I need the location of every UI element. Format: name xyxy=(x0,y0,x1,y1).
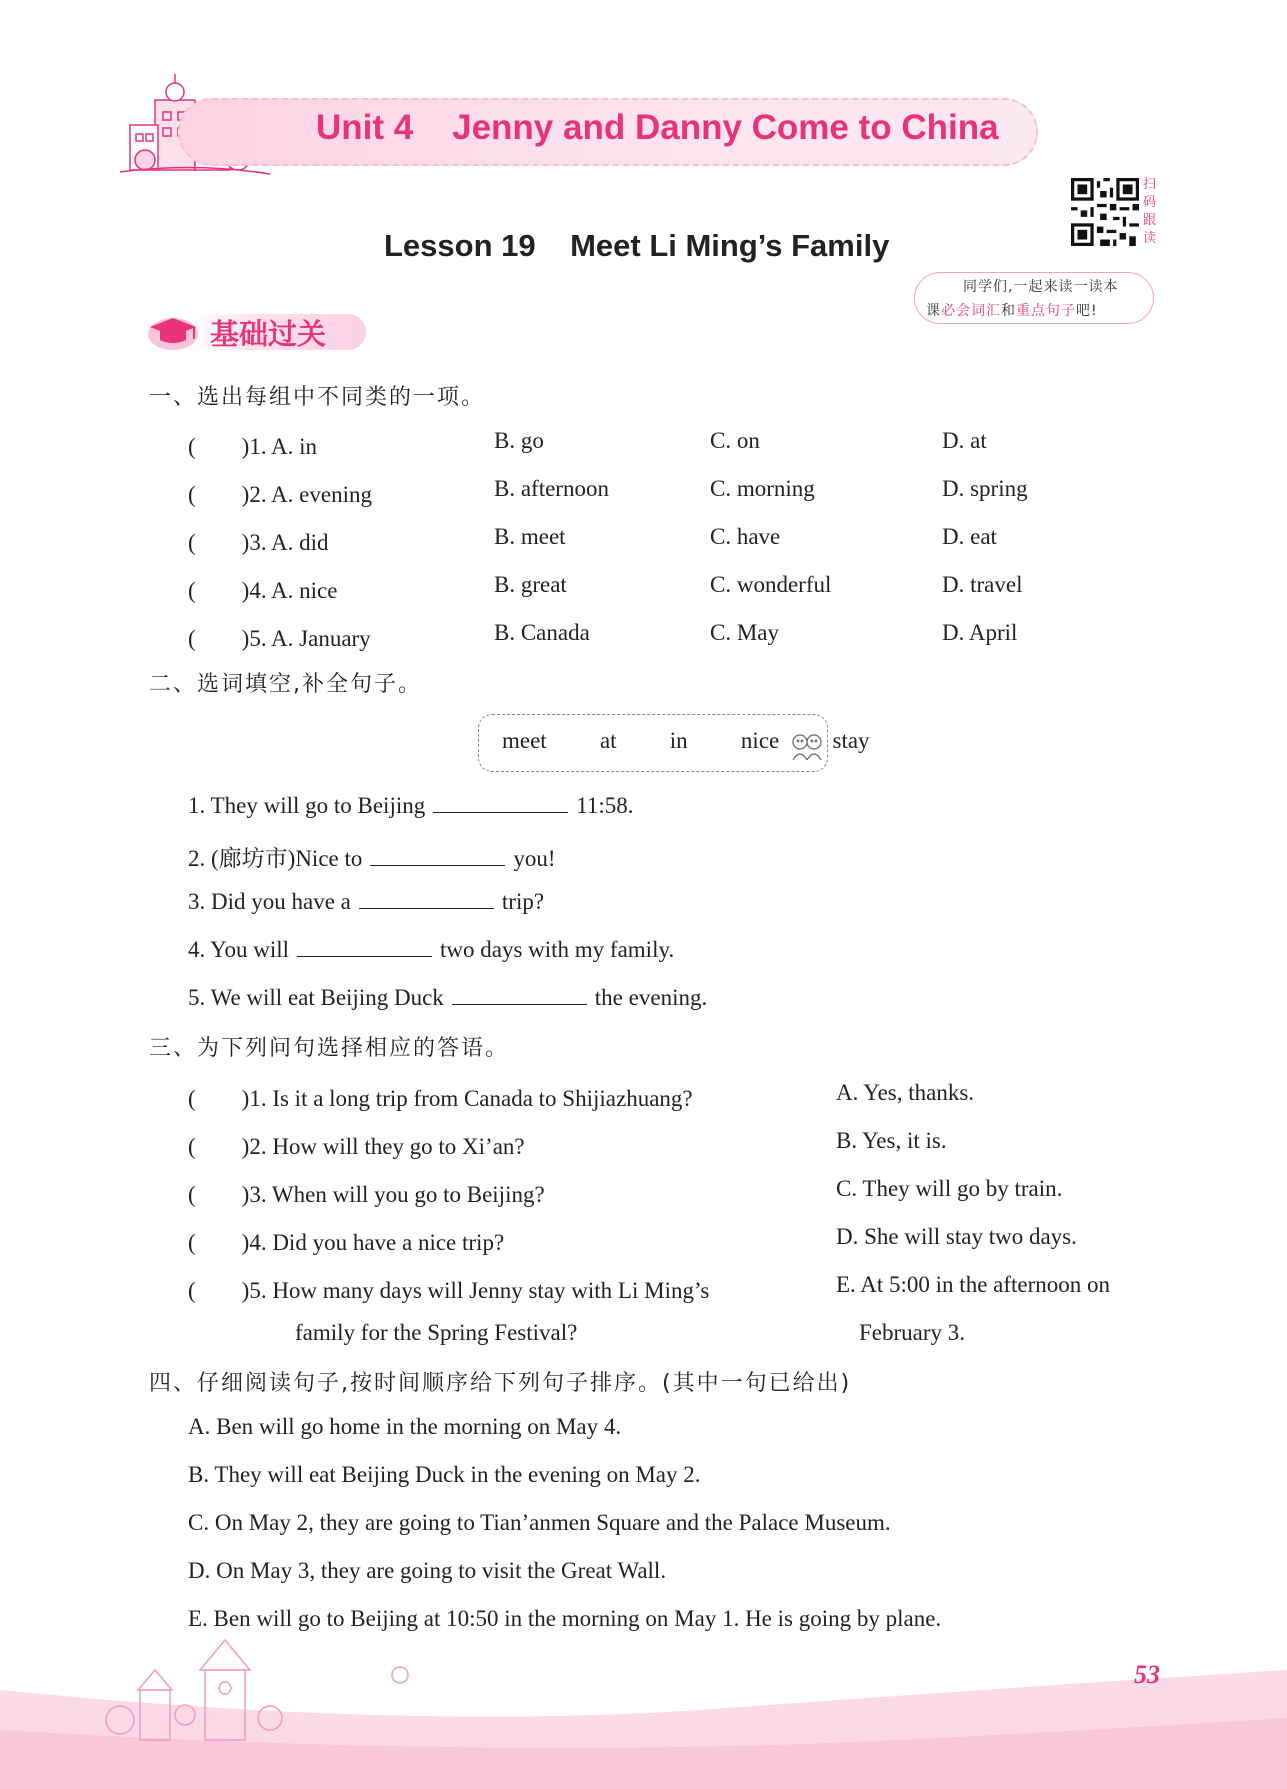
lesson-title: Lesson 19 Meet Li Ming’s Family xyxy=(384,228,890,263)
part1-row-5-b: B. Canada xyxy=(494,620,590,645)
part3-heading: 三、为下列问句选择相应的答语。 xyxy=(149,1036,510,1061)
part2-sentence-2 xyxy=(188,840,556,873)
sentence-text: 3. Did you have a xyxy=(188,889,351,914)
kids-doodle-icon xyxy=(788,730,828,766)
footer-decoration xyxy=(0,1600,1287,1789)
part3-answer-e: E. At 5:00 in the afternoon on xyxy=(836,1272,1111,1297)
answer-blank[interactable] xyxy=(433,792,568,813)
unit-title: Unit 4 Jenny and Danny Come to China xyxy=(316,108,999,147)
part3-answer-b: B. Yes, it is. xyxy=(836,1128,947,1153)
part3-question-2[interactable]: ( )2. How will they go to Xi’an? xyxy=(188,1134,525,1159)
part4-sentence-e: E. Ben will go to Beijing at 10:50 in the morning on May 1. He is going by plane. xyxy=(188,1606,942,1631)
part1-row-1-d: D. at xyxy=(942,428,987,453)
part1-row-3-b: B. meet xyxy=(494,524,566,549)
section-label: 基础过关 xyxy=(210,317,327,351)
part1-row-2-num[interactable]: ( )2. A. evening xyxy=(188,482,372,507)
answer-blank[interactable] xyxy=(370,845,505,866)
part2-heading: 二、选词填空,补全句子。 xyxy=(149,672,422,697)
sentence-text: trip? xyxy=(501,889,545,914)
sentence-text: 2. (廊坊市)Nice to xyxy=(188,846,363,871)
part2-sentence-1 xyxy=(188,792,634,819)
part1-row-4-d: D. travel xyxy=(942,572,1023,597)
part1-row-2-b: B. afternoon xyxy=(494,476,609,501)
part1-row-2-d: D. spring xyxy=(942,476,1028,501)
answer-blank[interactable] xyxy=(359,888,494,909)
sentence-text: the evening. xyxy=(594,985,708,1010)
answer-blank[interactable] xyxy=(452,984,587,1005)
tip-highlight-vocab: 必会词汇 xyxy=(941,303,1001,319)
tip-line-2 xyxy=(926,300,1098,320)
sentence-text: you! xyxy=(513,846,556,871)
part1-row-3-d: D. eat xyxy=(942,524,997,549)
part4-sentence-a: A. Ben will go home in the morning on May 4. xyxy=(188,1414,622,1439)
qr-code-icon[interactable] xyxy=(1071,178,1139,246)
part3-answer-c: C. They will go by train. xyxy=(836,1176,1063,1201)
part4-sentence-d: D. On May 3, they are going to visit the Great Wall. xyxy=(188,1558,667,1583)
tip-text: 和 xyxy=(1001,303,1016,319)
scan-to-read-label: 扫码跟读 xyxy=(1143,177,1157,246)
part1-row-5-c: C. May xyxy=(710,620,779,645)
part2-sentence-3 xyxy=(188,888,544,915)
word-bank: meet at in nice stay xyxy=(502,728,870,753)
part1-row-1-b: B. go xyxy=(494,428,544,453)
part1-row-1-num[interactable]: ( )1. A. in xyxy=(188,434,318,459)
part1-row-4-c: C. wonderful xyxy=(710,572,832,597)
page-number: 53 xyxy=(1134,1660,1160,1689)
sentence-text: 4. You will xyxy=(188,937,289,962)
part1-row-3-c: C. have xyxy=(710,524,781,549)
part2-sentence-4 xyxy=(188,936,674,963)
part3-answer-d: D. She will stay two days. xyxy=(836,1224,1077,1249)
tip-text: 课 xyxy=(926,303,941,319)
tip-text: 吧! xyxy=(1076,303,1098,319)
graduation-cap-icon xyxy=(146,312,200,352)
part3-question-5-cont: family for the Spring Festival? xyxy=(295,1320,578,1345)
part3-question-5[interactable]: ( )5. How many days will Jenny stay with Li Ming’s xyxy=(188,1278,710,1303)
part1-row-2-c: C. morning xyxy=(710,476,815,501)
part3-question-1[interactable]: ( )1. Is it a long trip from Canada to Shijiazhuang? xyxy=(188,1086,693,1111)
tip-highlight-sentences: 重点句子 xyxy=(1016,303,1076,319)
sentence-text: two days with my family. xyxy=(439,937,675,962)
sentence-text: 1. They will go to Beijing xyxy=(188,793,426,818)
part3-question-4[interactable]: ( )4. Did you have a nice trip? xyxy=(188,1230,505,1255)
part4-sentence-b: B. They will eat Beijing Duck in the evening on May 2. xyxy=(188,1462,701,1487)
answer-blank[interactable] xyxy=(297,936,432,957)
part1-row-4-b: B. great xyxy=(494,572,567,597)
part1-row-4-num[interactable]: ( )4. A. nice xyxy=(188,578,338,603)
part3-answer-a: A. Yes, thanks. xyxy=(836,1080,975,1105)
tip-line-1: 同学们,一起来读一读本 xyxy=(963,279,1119,295)
part1-row-3-num[interactable]: ( )3. A. did xyxy=(188,530,329,555)
part1-row-5-d: D. April xyxy=(942,620,1018,645)
sentence-text: 11:58. xyxy=(576,793,634,818)
part3-question-3[interactable]: ( )3. When will you go to Beijing? xyxy=(188,1182,545,1207)
part2-sentence-5 xyxy=(188,984,707,1011)
part4-sentence-c: C. On May 2, they are going to Tian’anmen Square and the Palace Museum. xyxy=(188,1510,891,1535)
sentence-text: 5. We will eat Beijing Duck xyxy=(188,985,444,1010)
part1-heading: 一、选出每组中不同类的一项。 xyxy=(149,385,486,410)
part1-row-1-c: C. on xyxy=(710,428,760,453)
part4-heading: 四、仔细阅读句子,按时间顺序给下列句子排序。(其中一句已给出) xyxy=(149,1371,852,1396)
part3-answer-e-cont: February 3. xyxy=(859,1320,966,1345)
part1-row-5-num[interactable]: ( )5. A. January xyxy=(188,626,371,651)
